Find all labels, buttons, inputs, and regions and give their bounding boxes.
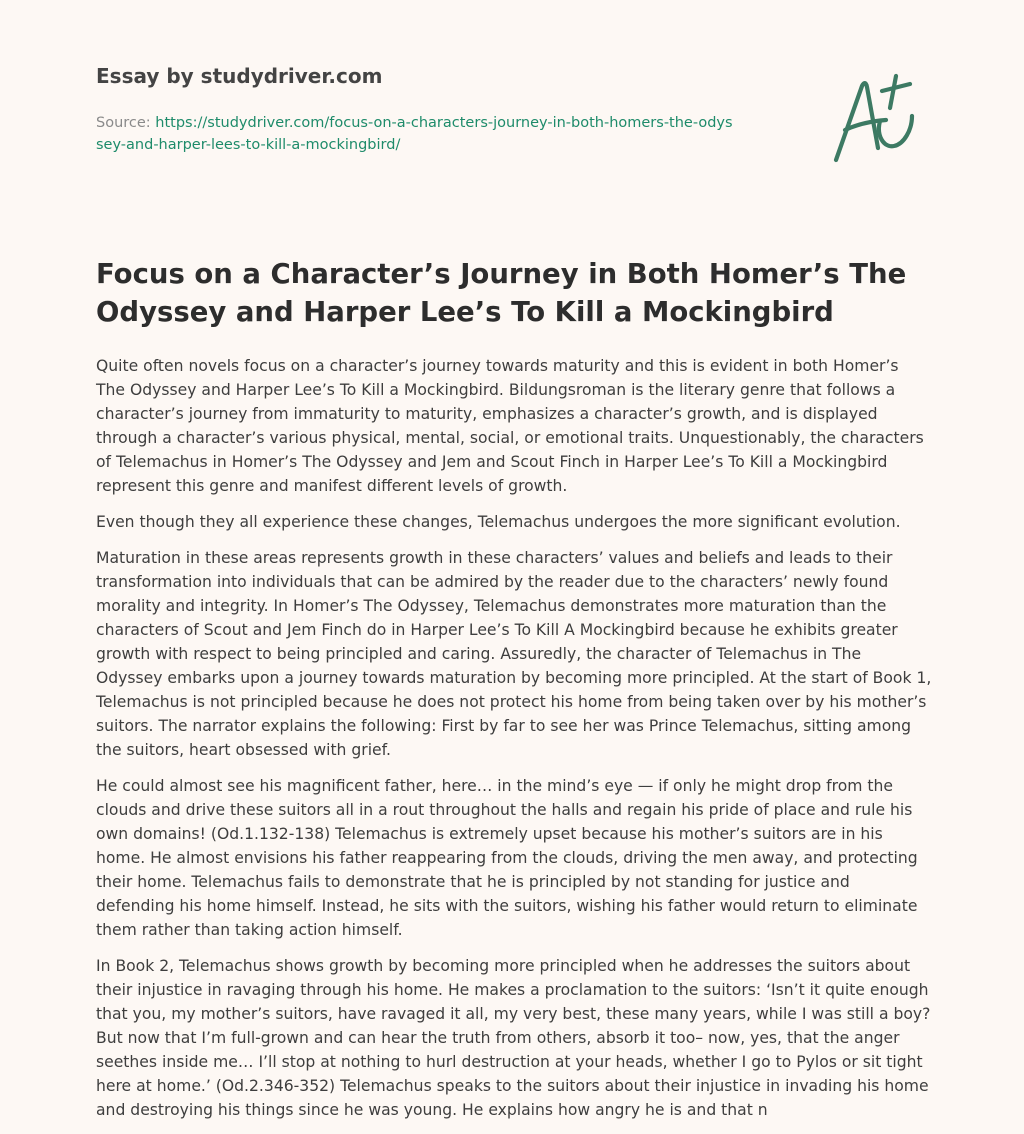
a-plus-logo-icon: [828, 66, 928, 166]
source-line: [96, 112, 736, 156]
brand-title: Essay by studydriver.com: [96, 64, 383, 88]
essay-paragraph: Even though they all experience these changes, Telemachus undergoes the more significant evolution.: [96, 513, 901, 531]
site-header: [96, 0, 928, 190]
essay-body: [96, 354, 932, 1134]
essay-title: Focus on a Character’s Journey in Both Homer’s The Odyssey and Harper Lee’s To Kill a Mockingbird: [96, 258, 907, 328]
essay-paragraph: In Book 2, Telemachus shows growth by becoming more principled when he addresses the suitors about their injustice in ravaging through his home. He makes a proclamation to the suitors: ‘Isn’t it quite enough that you, my mother’s suitors, have ravaged it all, my very best, these many years, while I was still a boy? But now that I’m full-grown and can hear the truth from others, absorb it too– now, yes, that the anger seethes inside me… I’ll stop at nothing to hurl destruction at your heads, whether I go to Pylos or sit tight here at home.’ (Od.2.346-352) Telemachus speaks to the suitors about their injustice in invading his home and destroying his things since he was young. He explains how angry he is and that n: [96, 957, 931, 1119]
essay-paragraph: Maturation in these areas represents growth in these characters’ values and beliefs and leads to their transformation into individuals that can be admired by the reader due to the characters’ newly found morality and integrity. In Homer’s The Odyssey, Telemachus demonstrates more maturation than the characters of Scout and Jem Finch do in Harper Lee’s To Kill A Mockingbird because he exhibits greater growth with respect to being principled and caring. Assuredly, the character of Telemachus in The Odyssey embarks upon a journey towards maturation by becoming more principled. At the start of Book 1, Telemachus is not principled because he does not protect his home from being taken over by his mother’s suitors. The narrator explains the following: First by far to see her was Prince Telemachus, sitting among the suitors, heart obsessed with grief.: [96, 549, 932, 759]
source-label: Source:: [96, 115, 156, 131]
essay-paragraph: He could almost see his magnificent father, here… in the mind’s eye — if only he might drop from the clouds and drive these suitors all in a rout throughout the halls and regain his pride of place and rule his own domains! (Od.1.132-138) Telemachus is extremely upset because his mother’s suitors are in his home. He almost envisions his father reappearing from the clouds, driving the men away, and protecting their home. Telemachus fails to demonstrate that he is principled by not standing for justice and defending his home himself. Instead, he sits with the suitors, wishing his father would return to eliminate them rather than taking action himself.: [96, 777, 918, 939]
source-link[interactable]: https://studydriver.com/focus-on-a-characters-journey-in-both-homers-the-odyssey-and-harper-lees-to-kill-a-mockingbird/: [96, 115, 733, 153]
essay-paragraph: Quite often novels focus on a character’s journey towards maturity and this is evident in both Homer’s The Odyssey and Harper Lee’s To Kill a Mockingbird. Bildungsroman is the literary genre that follows a character’s journey from immaturity to maturity, emphasizes a character’s growth, and is displayed through a character’s various physical, mental, social, or emotional traits. Unquestionably, the characters of Telemachus in Homer’s The Odyssey and Jem and Scout Finch in Harper Lee’s To Kill a Mockingbird represent this genre and manifest different levels of growth.: [96, 357, 924, 495]
